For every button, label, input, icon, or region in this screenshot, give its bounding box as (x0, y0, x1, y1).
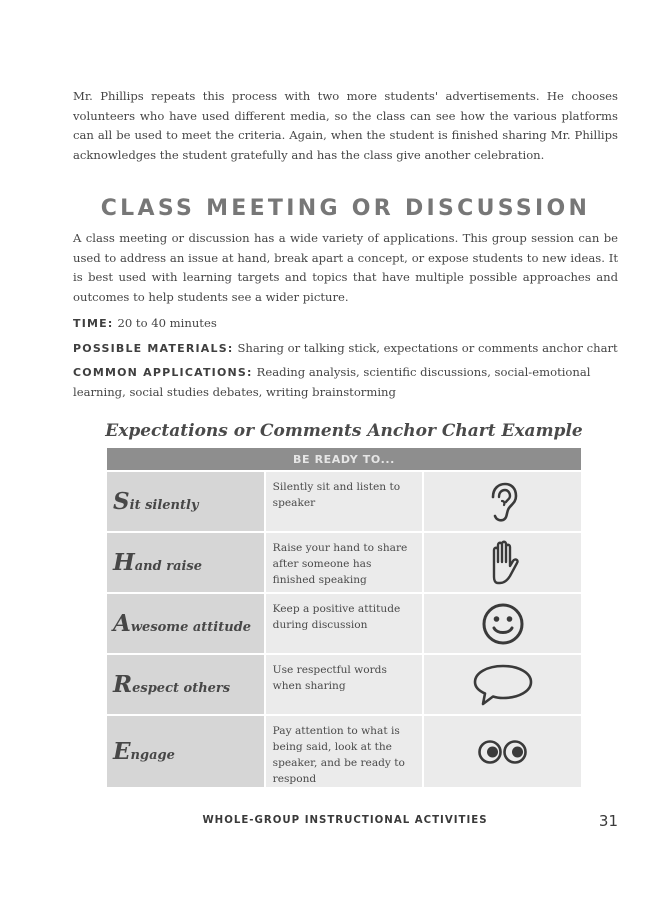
time-label: TIME: (73, 317, 114, 330)
page-number: 31 (598, 812, 618, 830)
row-keyword-rest: and raise (134, 559, 203, 574)
table-row (106, 654, 582, 715)
row-keyword (106, 471, 265, 532)
row-initial-letter: S (113, 488, 130, 515)
applications-value: Reading analysis, scientific discussions, social-emotional learning, social studies debates, writing brainstorming (73, 365, 591, 399)
materials-value: Sharing or talking stick, expectations or comments anchor chart (237, 341, 618, 355)
table-row (106, 471, 582, 532)
eyes-icon (476, 738, 530, 766)
time-value: 20 to 40 minutes (117, 316, 217, 330)
materials-field (73, 339, 618, 359)
time-field (73, 314, 618, 334)
row-description: Raise your hand to share after someone has finished speaking (265, 532, 424, 593)
table-row (106, 532, 582, 593)
row-initial-letter: H (113, 549, 135, 576)
row-keyword-rest: espect others (132, 681, 231, 696)
row-description: Silently sit and listen to speaker (265, 471, 424, 532)
intro-paragraph: Mr. Phillips repeats this process with two more students' advertisements. He chooses volunteers who have used different media, so the class can see how the various platforms can all be used to meet the criteria. Again, when the student is finished sharing Mr. Phillips acknowledges the student gratefully and has the class give another celebration. (73, 89, 618, 162)
raised-hand-icon (484, 540, 522, 586)
table-row (106, 593, 582, 654)
row-keyword-rest: ngage (130, 748, 175, 763)
speech-bubble-icon (471, 662, 535, 708)
row-initial-letter: R (113, 671, 133, 698)
row-initial-letter: E (113, 738, 131, 765)
footer-section-label: WHOLE-GROUP INSTRUCTIONAL ACTIVITIES (202, 815, 488, 826)
row-description: Use respectful words when sharing (265, 654, 424, 715)
materials-label: POSSIBLE MATERIALS: (73, 342, 234, 355)
row-keyword (106, 593, 265, 654)
row-description: Keep a positive attitude during discussion (265, 593, 424, 654)
row-initial-letter: A (113, 610, 131, 637)
section-heading: CLASS MEETING OR DISCUSSION (100, 196, 591, 221)
anchor-chart-header: BE READY TO... (106, 447, 582, 471)
applications-field (73, 363, 618, 402)
row-keyword-rest: wesome attitude (130, 620, 252, 635)
row-keyword-rest: it silently (129, 498, 199, 513)
row-keyword (106, 715, 265, 788)
smiley-face-icon (481, 602, 525, 646)
ear-icon (485, 481, 521, 523)
section-description: A class meeting or discussion has a wide variety of applications. This group session can be used to address an issue at hand, break apart a concept, or expose students to new ideas. It is best used with learning targets and topics that have multiple possible approaches and outcomes to help students see a wider picture. (73, 231, 618, 304)
applications-label: COMMON APPLICATIONS: (73, 366, 253, 379)
row-description: Pay attention to what is being said, look at the speaker, and be ready to respond (265, 715, 424, 788)
row-keyword (106, 654, 265, 715)
anchor-chart-title: Expectations or Comments Anchor Chart Example (105, 421, 583, 441)
row-keyword (106, 532, 265, 593)
anchor-chart-table (105, 446, 583, 789)
table-row (106, 715, 582, 788)
